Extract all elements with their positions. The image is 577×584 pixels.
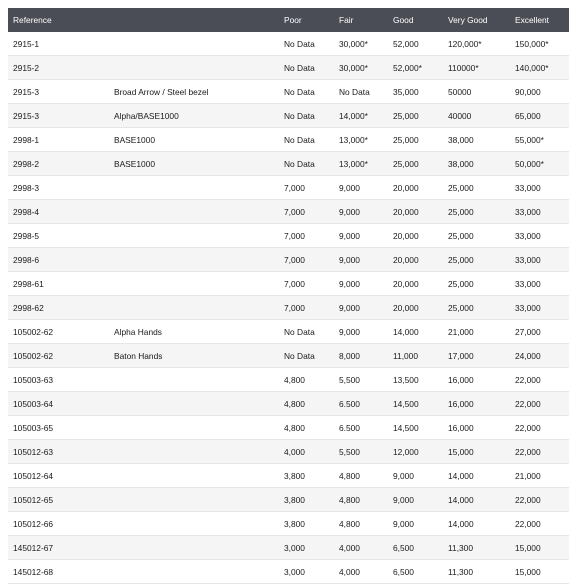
cell-poor: 4,800	[284, 422, 305, 433]
header-poor: Poor	[284, 15, 302, 25]
cell-fair: 4,800	[339, 518, 360, 529]
cell-poor: No Data	[284, 326, 315, 337]
cell-poor: 3,800	[284, 470, 305, 481]
table-row	[8, 272, 569, 296]
cell-fair: 4,800	[339, 470, 360, 481]
cell-good: 9,000	[393, 470, 414, 481]
table-row	[8, 200, 569, 224]
cell-fair: 13,000*	[339, 158, 368, 169]
cell-excellent: 22,000	[515, 446, 541, 457]
cell-fair: 5,500	[339, 446, 360, 457]
table-row	[8, 128, 569, 152]
cell-reference: 105012-65	[13, 494, 54, 505]
table-row	[8, 344, 569, 368]
cell-excellent: 33,000	[515, 206, 541, 217]
cell-excellent: 15,000	[515, 542, 541, 553]
cell-reference: 105002-62	[13, 326, 54, 337]
cell-description: Alpha Hands	[114, 326, 162, 337]
cell-good: 20,000	[393, 206, 419, 217]
cell-reference: 2998-6	[13, 254, 40, 265]
cell-poor: 7,000	[284, 230, 305, 241]
cell-reference: 2998-1	[13, 134, 40, 145]
cell-good: 25,000	[393, 110, 419, 121]
cell-excellent: 21,000	[515, 470, 541, 481]
cell-reference: 2998-3	[13, 182, 40, 193]
cell-excellent: 33,000	[515, 230, 541, 241]
cell-good: 20,000	[393, 230, 419, 241]
cell-very-good: 21,000	[448, 326, 474, 337]
cell-good: 35,000	[393, 86, 419, 97]
header-good: Good	[393, 15, 414, 25]
cell-very-good: 11,300	[448, 566, 473, 577]
cell-very-good: 120,000*	[448, 38, 482, 49]
header-reference: Reference	[13, 15, 52, 25]
cell-fair: 4,000	[339, 566, 360, 577]
cell-very-good: 25,000	[448, 302, 474, 313]
cell-excellent: 24,000	[515, 350, 541, 361]
cell-fair: 9,000	[339, 254, 360, 265]
table-row	[8, 488, 569, 512]
cell-reference: 145012-68	[13, 566, 54, 577]
table-row	[8, 224, 569, 248]
cell-fair: 9,000	[339, 326, 360, 337]
table-row	[8, 296, 569, 320]
cell-poor: 7,000	[284, 278, 305, 289]
header-fair: Fair	[339, 15, 354, 25]
table-row	[8, 392, 569, 416]
cell-fair: 8,000	[339, 350, 360, 361]
cell-reference: 105002-62	[13, 350, 54, 361]
cell-reference: 2998-61	[13, 278, 44, 289]
cell-very-good: 11,300	[448, 542, 473, 553]
table-body	[8, 32, 569, 584]
cell-very-good: 38,000	[448, 158, 474, 169]
cell-good: 20,000	[393, 182, 419, 193]
cell-good: 20,000	[393, 302, 419, 313]
cell-fair: 9,000	[339, 278, 360, 289]
cell-very-good: 25,000	[448, 182, 474, 193]
cell-fair: 9,000	[339, 206, 360, 217]
price-table	[8, 8, 569, 584]
cell-reference: 145012-67	[13, 542, 54, 553]
cell-excellent: 33,000	[515, 302, 541, 313]
cell-poor: 3,000	[284, 566, 305, 577]
table-row	[8, 56, 569, 80]
cell-fair: 5,500	[339, 374, 360, 385]
cell-good: 20,000	[393, 278, 419, 289]
cell-reference: 2998-2	[13, 158, 40, 169]
cell-fair: 9,000	[339, 182, 360, 193]
cell-poor: 4,800	[284, 398, 305, 409]
cell-excellent: 140,000*	[515, 62, 549, 73]
cell-good: 14,000	[393, 326, 419, 337]
cell-poor: 7,000	[284, 182, 305, 193]
cell-excellent: 22,000	[515, 494, 541, 505]
cell-good: 13,500	[393, 374, 419, 385]
cell-poor: 3,000	[284, 542, 305, 553]
cell-very-good: 40000	[448, 110, 472, 121]
cell-very-good: 25,000	[448, 254, 474, 265]
table-row	[8, 32, 569, 56]
cell-very-good: 25,000	[448, 278, 474, 289]
cell-description: Alpha/BASE1000	[114, 110, 179, 121]
cell-poor: 7,000	[284, 302, 305, 313]
header-excellent: Excellent	[515, 15, 549, 25]
cell-poor: 3,800	[284, 494, 305, 505]
cell-poor: No Data	[284, 86, 315, 97]
cell-good: 52,000	[393, 38, 419, 49]
cell-excellent: 33,000	[515, 278, 541, 289]
cell-poor: 3,800	[284, 518, 305, 529]
table-row	[8, 536, 569, 560]
cell-description: Baton Hands	[114, 350, 163, 361]
table-row	[8, 440, 569, 464]
cell-fair: 14,000*	[339, 110, 368, 121]
cell-reference: 2998-5	[13, 230, 40, 241]
header-very-good: Very Good	[448, 15, 488, 25]
cell-reference: 2998-4	[13, 206, 40, 217]
cell-poor: No Data	[284, 110, 315, 121]
cell-fair: 9,000	[339, 302, 360, 313]
cell-fair: 30,000*	[339, 62, 368, 73]
table-row	[8, 320, 569, 344]
cell-reference: 2998-62	[13, 302, 44, 313]
table-row	[8, 560, 569, 584]
table-row	[8, 464, 569, 488]
cell-good: 6,500	[393, 542, 414, 553]
cell-good: 52,000*	[393, 62, 422, 73]
cell-excellent: 65,000	[515, 110, 541, 121]
table-row	[8, 80, 569, 104]
cell-very-good: 14,000	[448, 470, 474, 481]
cell-very-good: 15,000	[448, 446, 474, 457]
cell-poor: 4,800	[284, 374, 305, 385]
cell-very-good: 17,000	[448, 350, 474, 361]
cell-fair: 6.500	[339, 422, 360, 433]
cell-fair: 13,000*	[339, 134, 368, 145]
cell-excellent: 50,000*	[515, 158, 544, 169]
cell-excellent: 22,000	[515, 398, 541, 409]
cell-excellent: 33,000	[515, 182, 541, 193]
cell-very-good: 110000*	[448, 62, 479, 73]
cell-very-good: 14,000	[448, 494, 474, 505]
cell-good: 12,000	[393, 446, 419, 457]
cell-good: 14,500	[393, 422, 419, 433]
cell-reference: 2915-3	[13, 110, 40, 121]
cell-excellent: 22,000	[515, 518, 541, 529]
cell-reference: 105012-63	[13, 446, 54, 457]
cell-poor: No Data	[284, 350, 315, 361]
cell-good: 11,000	[393, 350, 418, 361]
table-row	[8, 176, 569, 200]
cell-poor: No Data	[284, 38, 315, 49]
cell-very-good: 14,000	[448, 518, 474, 529]
table-row	[8, 368, 569, 392]
cell-poor: No Data	[284, 134, 315, 145]
cell-very-good: 38,000	[448, 134, 474, 145]
cell-reference: 105003-63	[13, 374, 54, 385]
cell-excellent: 27,000	[515, 326, 541, 337]
cell-excellent: 55,000*	[515, 134, 544, 145]
cell-excellent: 150,000*	[515, 38, 549, 49]
cell-excellent: 33,000	[515, 254, 541, 265]
cell-excellent: 15,000	[515, 566, 541, 577]
cell-reference: 105003-65	[13, 422, 54, 433]
cell-description: BASE1000	[114, 158, 155, 169]
table-row	[8, 152, 569, 176]
cell-poor: No Data	[284, 158, 315, 169]
cell-good: 9,000	[393, 494, 414, 505]
cell-good: 6,500	[393, 566, 414, 577]
cell-good: 14,500	[393, 398, 419, 409]
table-row	[8, 512, 569, 536]
table-row	[8, 248, 569, 272]
cell-good: 20,000	[393, 254, 419, 265]
cell-fair: 9,000	[339, 230, 360, 241]
cell-fair: 6.500	[339, 398, 360, 409]
cell-description: Broad Arrow / Steel bezel	[114, 86, 209, 97]
cell-very-good: 25,000	[448, 206, 474, 217]
cell-reference: 105012-64	[13, 470, 54, 481]
cell-poor: 4,000	[284, 446, 305, 457]
cell-excellent: 90,000	[515, 86, 541, 97]
cell-very-good: 16,000	[448, 374, 474, 385]
cell-poor: 7,000	[284, 254, 305, 265]
cell-good: 9,000	[393, 518, 414, 529]
cell-very-good: 16,000	[448, 422, 474, 433]
cell-reference: 2915-1	[13, 38, 40, 49]
table-row	[8, 416, 569, 440]
cell-good: 25,000	[393, 134, 419, 145]
cell-poor: 7,000	[284, 206, 305, 217]
table-header-row	[8, 8, 569, 32]
cell-reference: 105012-66	[13, 518, 54, 529]
cell-description: BASE1000	[114, 134, 155, 145]
cell-good: 25,000	[393, 158, 419, 169]
cell-very-good: 25,000	[448, 230, 474, 241]
cell-excellent: 22,000	[515, 374, 541, 385]
cell-fair: 4,800	[339, 494, 360, 505]
cell-fair: No Data	[339, 86, 370, 97]
cell-poor: No Data	[284, 62, 315, 73]
cell-fair: 30,000*	[339, 38, 368, 49]
cell-reference: 105003-64	[13, 398, 54, 409]
cell-fair: 4,000	[339, 542, 360, 553]
cell-reference: 2915-3	[13, 86, 40, 97]
table-row	[8, 104, 569, 128]
cell-excellent: 22,000	[515, 422, 541, 433]
cell-very-good: 16,000	[448, 398, 474, 409]
cell-very-good: 50000	[448, 86, 472, 97]
cell-reference: 2915-2	[13, 62, 40, 73]
